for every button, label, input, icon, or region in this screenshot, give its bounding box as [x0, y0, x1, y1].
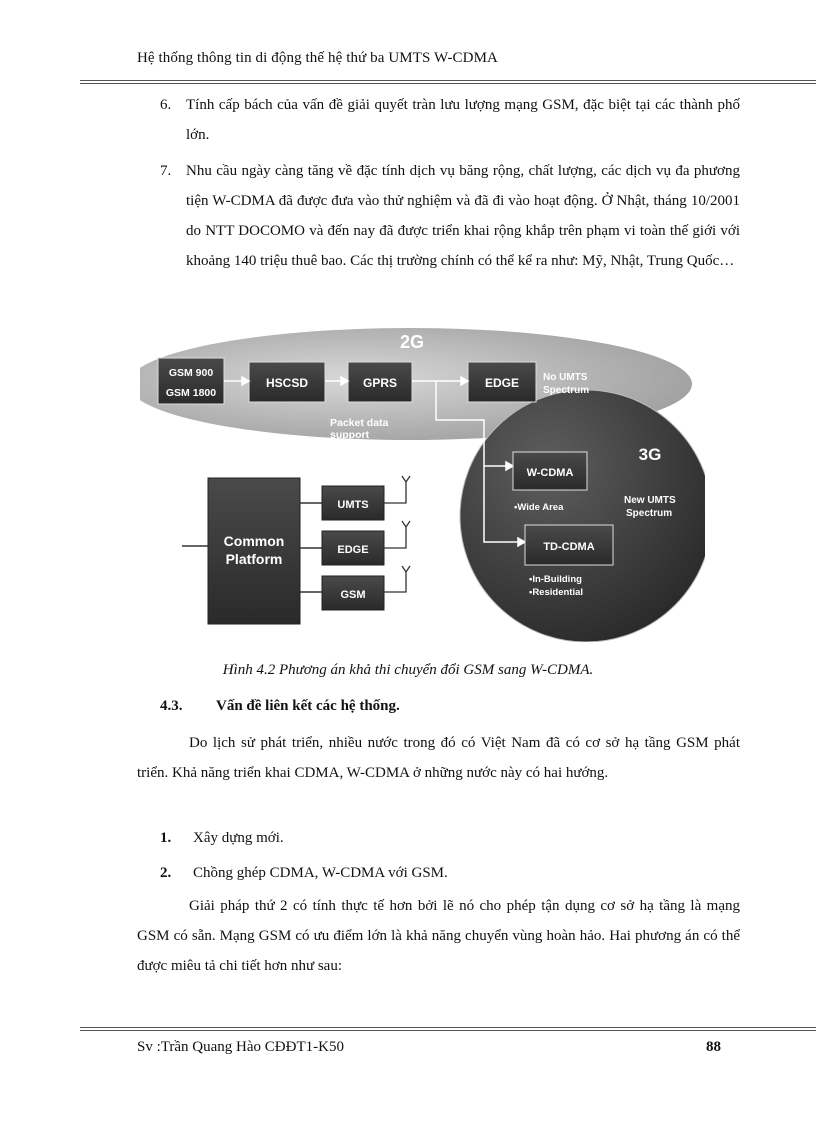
list-item-number: 6.	[160, 97, 172, 113]
body-paragraph: Do lịch sử phát triển, nhiều nước trong đó có Việt Nam đã có cơ sở hạ tầng GSM phát triển. Khả năng triển khai CDMA, W-CDMA ở những nước này có hai hướng.	[137, 735, 740, 781]
list-item-number: 1.	[160, 830, 172, 846]
antenna-icon	[384, 572, 406, 592]
gsm-radio-label: GSM	[340, 589, 366, 601]
figure-gsm-to-wcdma	[140, 320, 705, 642]
header-divider	[80, 80, 816, 84]
gsm-1800-label: GSM 1800	[165, 387, 217, 399]
antenna-icon-head	[402, 566, 410, 572]
in-building-label: •In-Building	[529, 574, 582, 585]
new-umts-label: New UMTS	[624, 495, 676, 506]
edge-top-label: EDGE	[484, 376, 520, 390]
edge-bottom-label: EDGE	[337, 544, 369, 556]
new-umts-spectrum-label: Spectrum	[626, 508, 673, 519]
wcdma-label: W-CDMA	[526, 467, 574, 479]
packet-support-label: support	[330, 429, 370, 441]
hscsd-label: HSCSD	[265, 376, 309, 390]
residential-label: •Residential	[529, 587, 584, 598]
section-title: Vấn đề liên kết các hệ thống.	[216, 698, 400, 714]
gprs-label: GPRS	[362, 376, 398, 390]
list-item-number: 2.	[160, 865, 172, 881]
body-paragraph: Giải pháp thứ 2 có tính thực tế hơn bởi lẽ nó cho phép tận dụng cơ sở hạ tầng là mạng GSM có sẵn. Mạng GSM có ưu điểm lớn là khả năng chuyển vùng hoàn hảo. Hai phương án có thể được miêu tả chi tiết hơn như sau:	[137, 898, 740, 974]
page-number: 88	[706, 1039, 721, 1055]
gsm-900-label: GSM 900	[168, 367, 214, 379]
common-label: Common	[223, 533, 285, 549]
platform-label: Platform	[225, 551, 283, 567]
antenna-icon-head	[402, 521, 410, 527]
antenna-icon	[384, 482, 406, 503]
list-item-text: Tính cấp bách của vấn đề giải quyết tràn lưu lượng mạng GSM, đặc biệt tại các thành phố lớn.	[186, 97, 740, 143]
umts-label: UMTS	[337, 499, 369, 511]
label-2g: 2G	[399, 332, 425, 352]
label-3g: 3G	[638, 445, 662, 464]
wide-area-label: •Wide Area	[514, 502, 564, 513]
packet-data-label: Packet data	[330, 417, 389, 429]
footer-divider	[80, 1027, 816, 1031]
footer-author: Sv :Trần Quang Hào CĐĐT1-K50	[137, 1039, 344, 1055]
no-umts-spectrum-label: Spectrum	[543, 385, 590, 396]
tdcdma-label: TD-CDMA	[543, 541, 595, 553]
antenna-icon-head	[402, 476, 410, 482]
figure-caption: Hình 4.2 Phương án khả thi chuyển đổi GSM sang W-CDMA.	[222, 662, 594, 678]
page-header-title: Hệ thống thông tin di động thế hệ thứ ba UMTS W-CDMA	[137, 50, 498, 66]
list-item-text: Xây dựng mới.	[193, 830, 284, 846]
section-number: 4.3.	[160, 698, 183, 714]
antenna-icon	[384, 527, 406, 548]
no-umts-label: No UMTS	[543, 372, 588, 383]
list-item-text: Chồng ghép CDMA, W-CDMA với GSM.	[193, 865, 448, 881]
list-item-text: Nhu cầu ngày càng tăng về đặc tính dịch vụ băng rộng, chất lượng, các dịch vụ đa phương tiện W-CDMA đã được đưa vào thử nghiệm và đã đi vào hoạt động. Ở Nhật, tháng 10/2001 do NTT DOCOMO và đến nay đã được triển khai rộng khắp trên phạm vi toàn thế giới với khoảng 140 triệu thuê bao. Các thị trường chính có thể kể ra như: Mỹ, Nhật, Trung Quốc…	[186, 163, 740, 269]
list-item-number: 7.	[160, 163, 172, 179]
